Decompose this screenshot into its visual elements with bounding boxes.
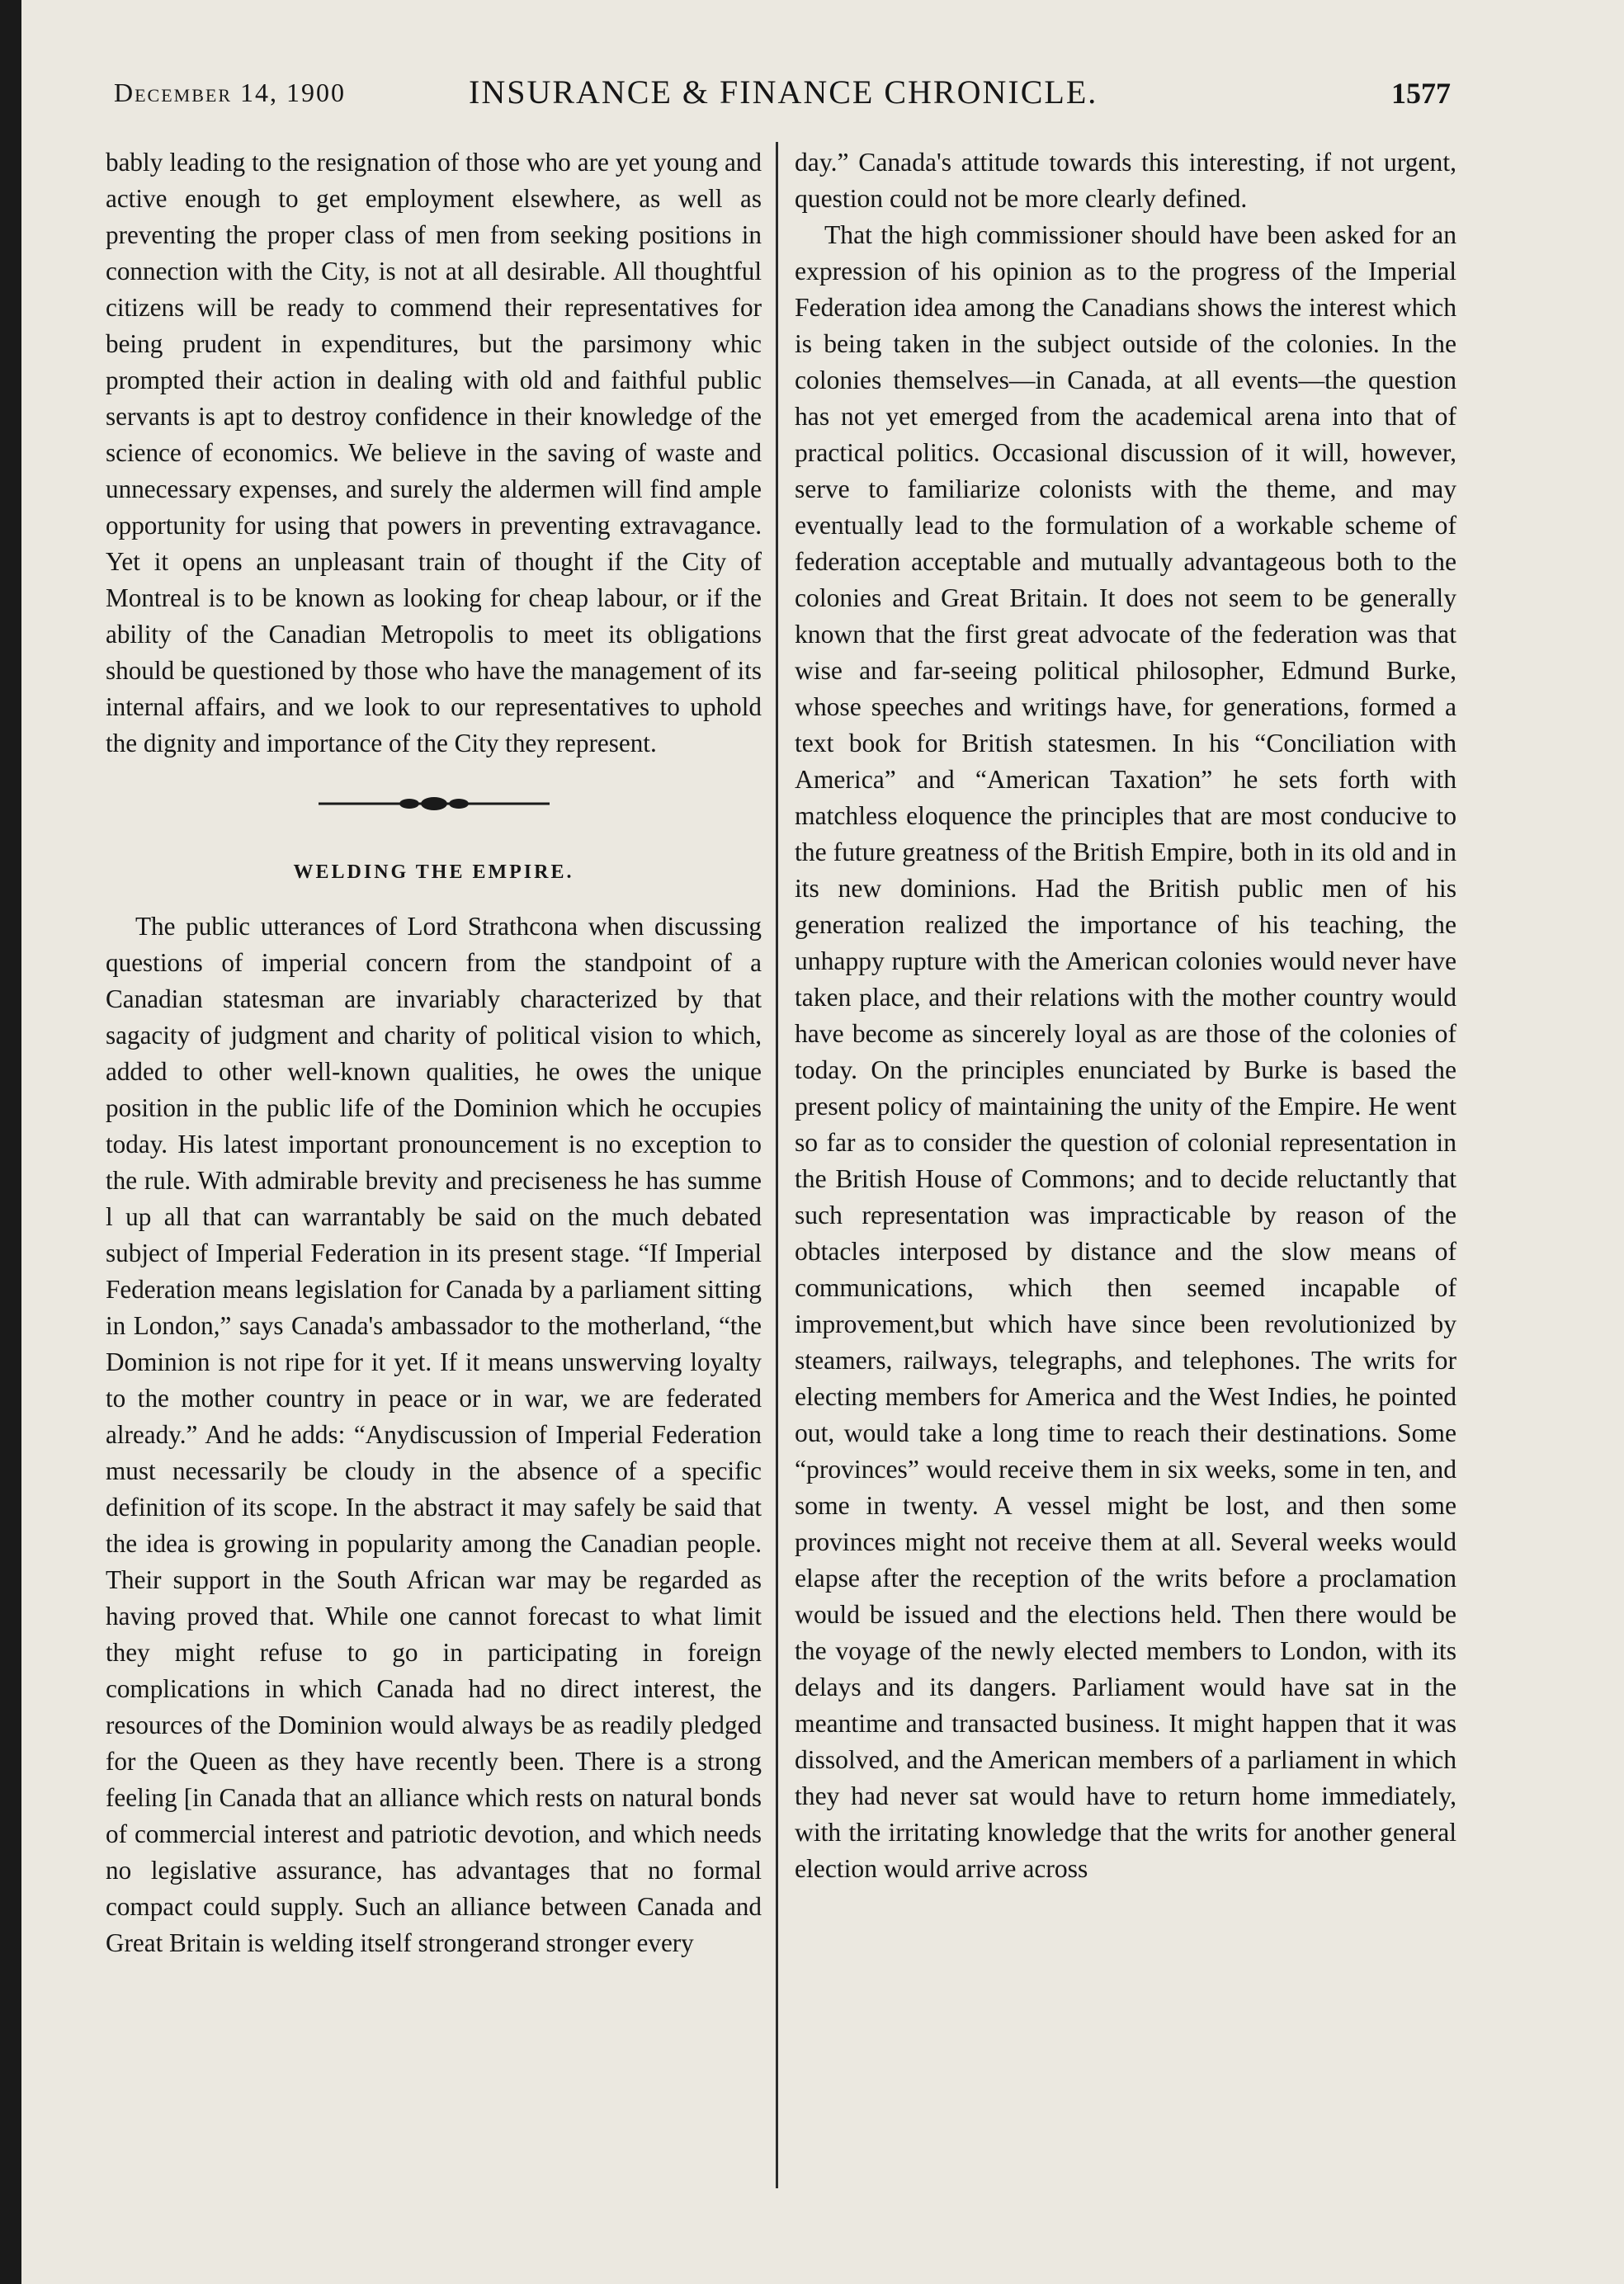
column-divider [776,142,778,2188]
welding-paragraph: The public utterances of Lord Strathcona when discussing questions of imperial concern from the standpoint of a Canadian statesman are invariably characterized by that sagacity of judgment and charity of political vision to which, added to other well-known qualities, he owes the unique position in the public life of the Dominion which he occupies today. His latest important pronouncement is no exception to the rule. With admirable brevity and preciseness he has summe l up all that can warrantably be said on the much debated subject of Imperial Federation in its present stage. “If Imperial Federation means legislation for Canada by a parliament sitting in London,” says Canada's ambassador to the motherland, “the Dominion is not ripe for it yet. If it means unswerving loyalty to the mother country in peace or in war, we are federated already.” And he adds: “Anydiscussion of Imperial Federation must necessarily be cloudy in the absence of a specific definition of its scope. In the abstract it may safely be said that the idea is growing in popularity among the Canadian people. Their support in the South African war may be regarded as having proved that. While one cannot forecast to what limit they might refuse to go in participating in foreign complications in which Canada had no direct interest, the resources of the Dominion would always be as readily pledged for the Queen as they have recently been. There is a strong feeling [in Canada that an alliance which rests on natural bonds of commercial interest and patriotic devotion, and which needs no legislative assurance, has advantages that no formal compact could supply. Such an alliance between Canada and Great Britain is welding itself strongerand stronger every [106,912,762,1957]
left-continued-paragraph: bably leading to the resignation of those who are yet young and active enough to get employment elsewhere, as well as preventing the proper class of men from seeking positions in connection with the City, is not at all desirable. All thoughtful citizens will be ready to commend their representatives for being prudent in expenditures, but the parsimony whic prompted their action in dealing with old and faithful public servants is apt to destroy confidence in their knowledge of the science of economics. We believe in the saving of waste and unnecessary expenses, and surely the aldermen will find ample opportunity for using that powers in preventing extravagance. Yet it opens an unpleasant train of thought if the City of Montreal is to be known as looking for cheap labour, or if the ability of the Canadian Metropolis to meet its obligations should be questioned by those who have the management of its internal affairs, and we look to our representatives to uphold the dignity and importance of the City they represent. [106,148,762,757]
scan-edge [0,0,21,2284]
page-header [114,69,1451,119]
header-date: December 14, 1900 [114,78,347,107]
header-title: INSURANCE & FINANCE CHRONICLE. [469,73,1098,111]
right-continued-paragraph: day.” Canada's attitude towards this interesting, if not urgent, question could not be more clearly defined. [795,148,1456,213]
section-title: WELDING THE EMPIRE. [293,861,574,883]
right-main-paragraph: That the high commissioner should have been asked for an expression of his opinion as to the progress of the Imperial Federation idea among the Canadians shows the interest which is being taken in the subject outside of the colonies. In the colonies themselves—in Canada, at all events—the question has not yet emerged from the academical arena into that of practical politics. Occasional discussion of it will, however, serve to familiarize colonists with the theme, and may eventually lead to the formulation of a workable scheme of federation acceptable and mutually advantageous both to the colonies and Great Britain. It does not seem to be generally known that the first great advocate of the federation was that wise and far-seeing political philosopher, Edmund Burke, whose speeches and writings have, for generations, formed a text book for British statesmen. In his “Conciliation with America” and “American Taxation” he sets forth with matchless eloquence the principles that are most conducive to the future greatness of the British Empire, both in its old and in its new dominions. Had the British public men of his generation realized the importance of his teaching, the unhappy rupture with the American colonies would never have taken place, and their relations with the mother country would have become as sincerely loyal as are those of the colonies of today. On the principles enunciated by Burke is based the present policy of maintaining the unity of the Empire. He went so far as to consider the question of colonial representation in the British House of Commons; and to decide reluctantly that such representation was impracticable by reason of the obtacles interposed by distance and the slow means of communications, which then seemed incapable of improvement,but which have since been revolutionized by steamers, railways, telegraphs, and telephones. The writs for electing members for America and the West Indies, he pointed out, would take a long time to reach their destinations. Some “provinces” would receive them in six weeks, some in ten, and some in twenty. A vessel might be lost, and then some provinces might not receive them at all. Several weeks would elapse after the reception of the writs before a proclamation would be issued and the elections held. Then there would be the voyage of the newly elected members to London, with its delays and its dangers. Parliament would have sat in the meantime and transacted business. It might happen that it was dissolved, and the American members of a parliament in which they had never sat would have to return home immediately, with the irritating knowledge that the writs for another general election would arrive across [795,220,1456,1883]
right-column [795,144,1456,1887]
page-number: 1577 [1391,77,1451,110]
section-ornament [319,795,550,813]
left-column [106,144,762,1961]
